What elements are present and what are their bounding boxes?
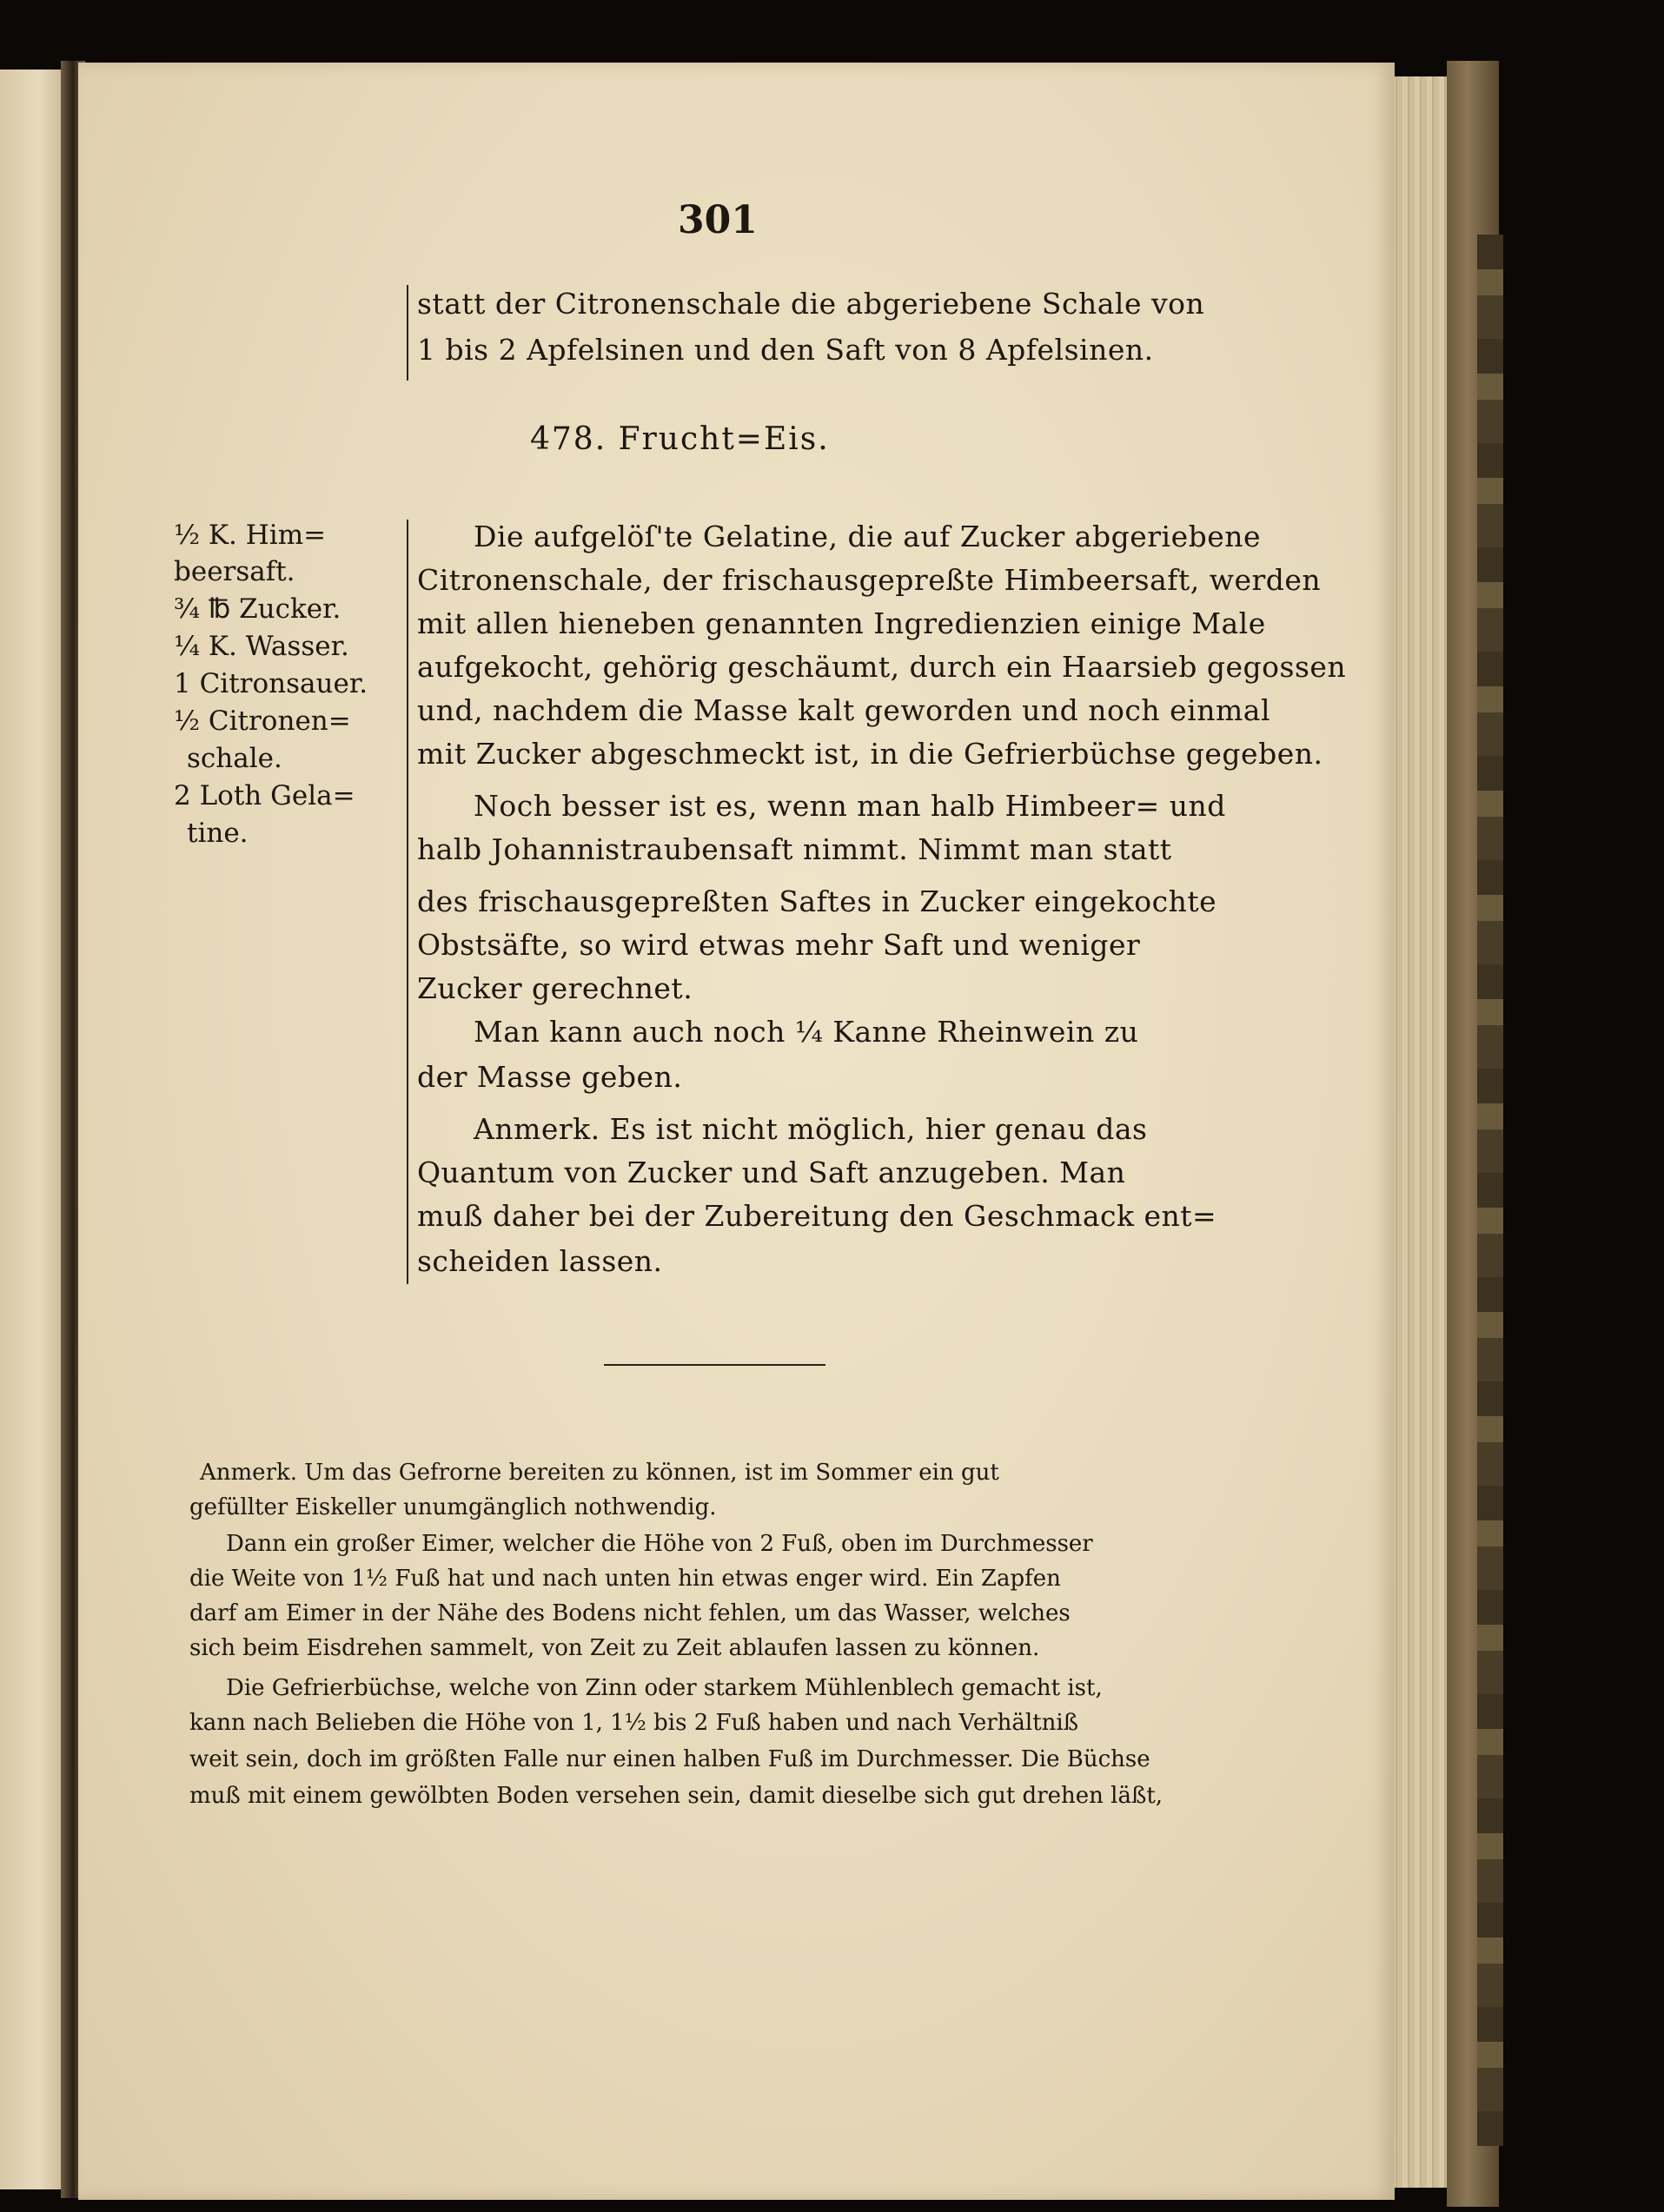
ingredient-line: schale.: [187, 743, 282, 774]
recipe-heading: 478. Frucht=Eis.: [530, 421, 830, 457]
ingredient-line: ¼ K. Wasser.: [174, 631, 349, 662]
body-line: aufgekocht, gehörig geschäumt, durch ein Haarsieb gegossen: [417, 650, 1347, 684]
footnote-line: Dann ein großer Eimer, welcher die Höhe von 2 Fuß, oben im Durchmesser: [226, 1531, 1093, 1557]
body-line: mit allen hieneben genannten Ingredienzien einige Male: [417, 606, 1266, 640]
footnote-line: muß mit einem gewölbten Boden versehen sein, damit dieselbe sich gut drehen läßt,: [189, 1783, 1163, 1809]
body-line: des frischausgepreßten Saftes in Zucker eingekochte: [417, 884, 1217, 918]
section-divider: [604, 1364, 825, 1366]
footnote-line: weit sein, doch im größten Falle nur einen halben Fuß im Durchmesser. Die Büchse: [189, 1746, 1150, 1772]
body-line: der Masse geben.: [417, 1060, 683, 1094]
footnote-line: gefüllter Eiskeller unumgänglich nothwendig.: [189, 1494, 717, 1520]
ingredient-line: ½ Citronen=: [174, 705, 351, 737]
continuation-line-1: statt der Citronenschale die abgeriebene Schale von: [417, 287, 1205, 321]
body-line: Citronenschale, der frischausgepreßte Himbeersaft, werden: [417, 563, 1322, 597]
ingredient-line: ½ K. Him=: [174, 520, 327, 551]
continuation-line-2: 1 bis 2 Apfelsinen und den Saft von 8 Apfelsinen.: [417, 333, 1154, 367]
body-line: Noch besser ist es, wenn man halb Himbeer= und: [474, 789, 1226, 823]
ingredient-line: tine.: [187, 818, 249, 849]
body-line: Zucker gerechnet.: [417, 971, 693, 1005]
page-number: 301: [678, 198, 758, 242]
body-line: Die aufgelöſ'te Gelatine, die auf Zucker abgeriebene: [474, 520, 1262, 553]
footnote-line: sich beim Eisdrehen sammelt, von Zeit zu Zeit ablaufen lassen zu können.: [189, 1635, 1040, 1661]
ingredient-line: 2 Loth Gela=: [174, 780, 355, 811]
left-page-edge: [0, 70, 65, 2189]
ingredient-line: 1 Citronsauer.: [174, 668, 368, 699]
ingredient-line: ¾ ℔ Zucker.: [174, 593, 341, 625]
body-line: muß daher bei der Zubereitung den Geschmack ent=: [417, 1199, 1217, 1233]
footnote-line: kann nach Belieben die Höhe von 1, 1½ bis 2 Fuß haben und nach Verhältniß: [189, 1710, 1079, 1736]
footnote-line: darf am Eimer in der Nähe des Bodens nicht fehlen, um das Wasser, welches: [189, 1600, 1071, 1626]
column-rule-main: [407, 520, 408, 1284]
body-line: halb Johannistraubensaft nimmt. Nimmt man statt: [417, 832, 1172, 866]
body-line: mit Zucker abgeschmeckt ist, in die Gefrierbüchse gegeben.: [417, 737, 1323, 771]
footnote-line: die Weite von 1½ Fuß hat und nach unten hin etwas enger wird. Ein Zapfen: [189, 1566, 1061, 1592]
footnote-line: Anmerk. Um das Gefrorne bereiten zu können, ist im Sommer ein gut: [200, 1460, 999, 1486]
cover-marbled-edge: [1477, 235, 1503, 2146]
body-line: Man kann auch noch ¼ Kanne Rheinwein zu: [474, 1015, 1139, 1049]
body-line: scheiden lassen.: [417, 1244, 663, 1278]
footnote-line: Die Gefrierbüchse, welche von Zinn oder starkem Mühlenblech gemacht ist,: [226, 1675, 1103, 1701]
column-rule-top: [407, 285, 408, 381]
body-line: Anmerk. Es ist nicht möglich, hier genau das: [474, 1112, 1148, 1146]
body-line: Obstsäfte, so wird etwas mehr Saft und weniger: [417, 928, 1141, 962]
page-edges: [1390, 76, 1453, 2188]
body-line: und, nachdem die Masse kalt geworden und noch einmal: [417, 693, 1271, 727]
ingredient-line: beersaft.: [174, 556, 295, 587]
body-line: Quantum von Zucker und Saft anzugeben. Man: [417, 1156, 1126, 1189]
